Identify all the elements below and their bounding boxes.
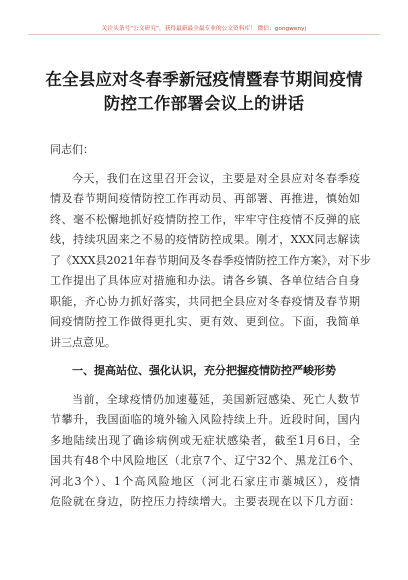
- greeting: 同志们：: [50, 143, 94, 156]
- section-heading-1: 一、提高站位、强化认识，充分把握疫情防控严峻形势: [72, 364, 336, 377]
- speech-title-line-1: 在全县应对冬春季新冠疫情暨春节期间疫情: [45, 70, 363, 89]
- header-promo-note: 关注头条号“公文研究”，获得最新最全最专业的公文资料库！ 微信：gongwenyj: [101, 26, 307, 32]
- paragraph-line: 线，持续巩固来之不易的疫情防控成果。刚才，XXX同志解读: [50, 233, 360, 246]
- paragraph-line: 情及春节期间疫情防控工作再动员、再部署、再推进，慎始如: [50, 192, 360, 205]
- paragraph-line: 今天，我们在这里召开会议，主要是对全县应对冬春季疫: [72, 171, 360, 185]
- paragraph-line: 当前，全球疫情仍加速蔓延，美国新冠感染、死亡人数节: [72, 392, 360, 406]
- paragraph-line: 河北3个）、1个高风险地区（河北石家庄市藁城区），疫情: [50, 474, 360, 488]
- paragraph-line: 多地陆续出现了确诊病例或无症状感染者，截至1月6日，全: [50, 433, 360, 447]
- paragraph-line: 危险就在身边，防控压力持续增大。主要表现在以下几方面：: [50, 495, 360, 508]
- paragraph-line: 了《XXX县2021年春节期间及冬春季疫情防控工作方案》，对下步: [50, 253, 371, 267]
- paragraph-line: 间疫情防控工作做得更扎实、更有效、更到位。下面，我简单: [50, 315, 360, 328]
- header-divider: [28, 34, 380, 35]
- paragraph-line: 职能，齐心协力抓好落实，共同把全县应对冬春疫情及春节期: [50, 294, 360, 308]
- speech-title-line-2: 防控工作部署会议上的讲话: [103, 94, 305, 113]
- paragraph-line: 节攀升，我国面临的境外输入风险持续上升。近段时间，国内: [50, 413, 360, 426]
- paragraph-line: 讲三点意见。: [50, 335, 116, 349]
- paragraph-line: 工作提出了具体应对措施和办法。请各乡镇、各单位结合自身: [50, 274, 360, 287]
- paragraph-line: 终、毫不松懈地抓好疫情防控工作，牢牢守住疫情不反弹的底: [50, 212, 360, 226]
- paragraph-line: 国共有48个中风险地区（北京7个、辽宁32个、黑龙江6个、: [50, 454, 360, 467]
- speech-body: [50, 140, 371, 513]
